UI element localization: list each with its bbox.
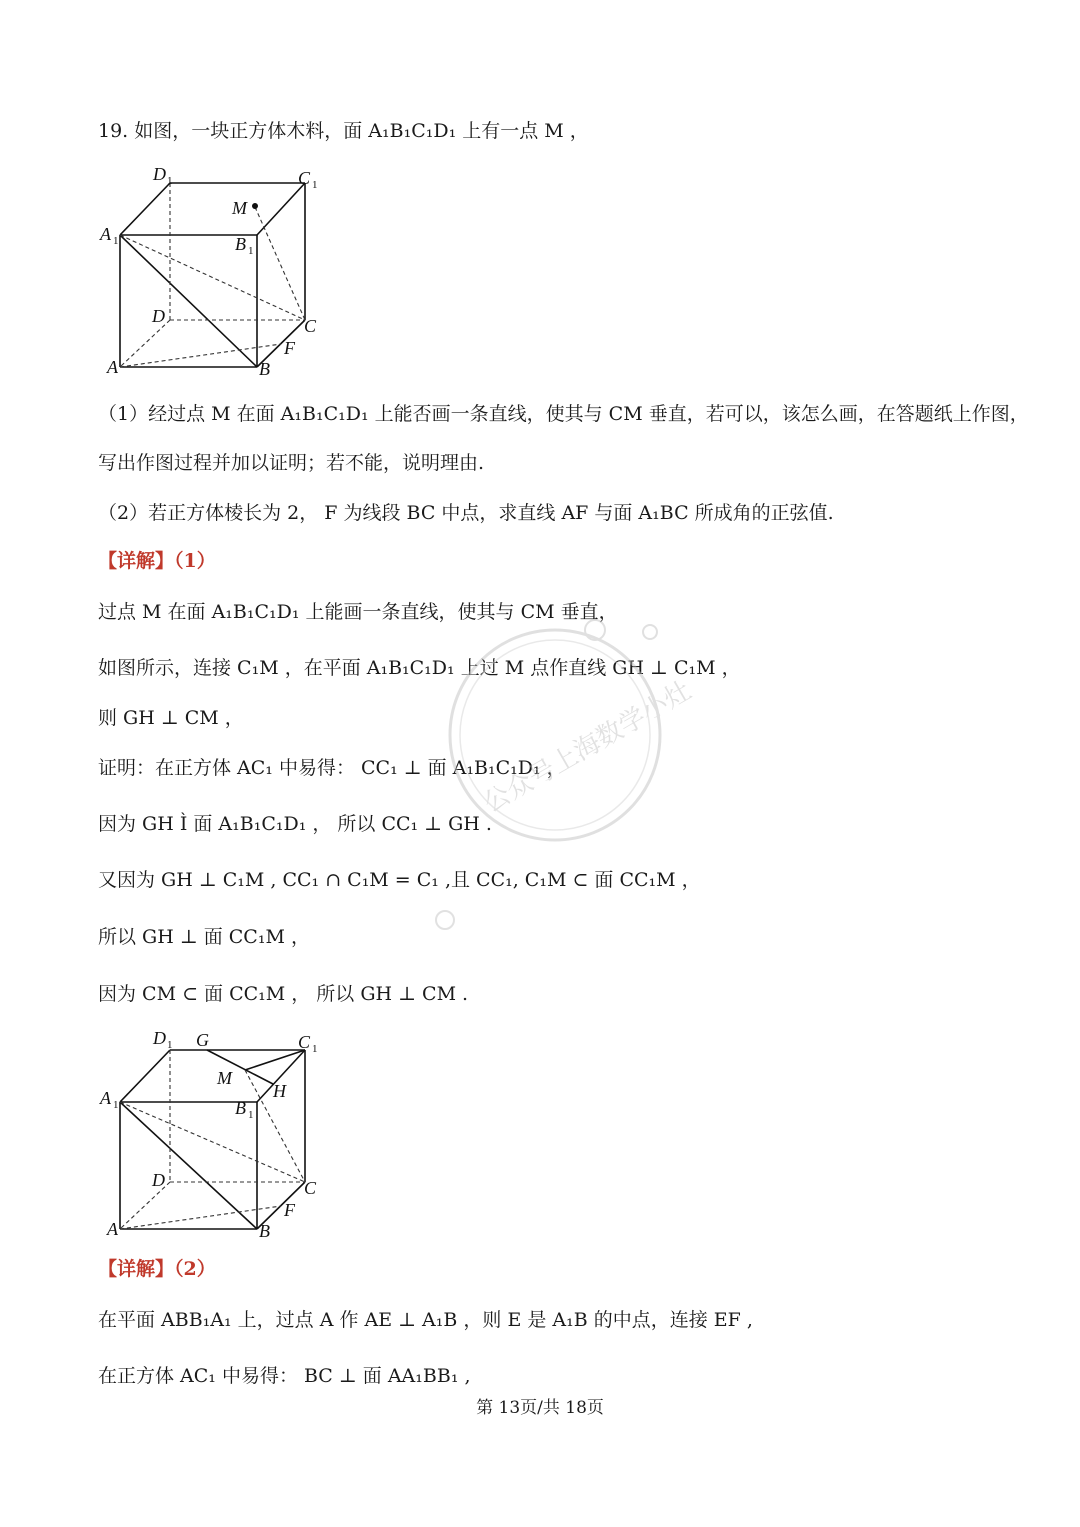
solution-1-line: 则 GH ⊥ CM ，: [98, 707, 244, 729]
solution-2-line: 在正方体 AC₁ 中易得： BC ⊥ 面 AA₁BB₁ ,: [98, 1365, 471, 1387]
svg-text:1: 1: [248, 245, 254, 257]
cube-figure-1: [95, 160, 335, 385]
point-m: [252, 203, 258, 209]
label-a: A: [107, 357, 118, 377]
label-a1: A: [100, 1088, 111, 1108]
solution-1-line: 如图所示，连接 C₁M ，在平面 A₁B₁C₁D₁ 上过 M 点作直线 GH ⊥ C₁M ，: [98, 657, 741, 679]
label-g: G: [196, 1030, 209, 1050]
label-c1: C: [298, 168, 311, 188]
question-1-line-2: 写出作图过程并加以证明；若不能，说明理由.: [98, 452, 485, 474]
solution-1-line: 因为 GH Ì 面 A₁B₁C₁D₁ ， 所以 CC₁ ⊥ GH .: [98, 813, 492, 835]
label-b1: B: [235, 1098, 246, 1118]
label-b1: B: [235, 234, 246, 254]
solution-1-line: 所以 GH ⊥ 面 CC₁M ，: [98, 926, 310, 948]
svg-text:1: 1: [113, 235, 119, 247]
solution-1-line: 因为 CM ⊂ 面 CC₁M ， 所以 GH ⊥ CM .: [98, 983, 469, 1005]
page-footer: 第 13页/共 18页: [476, 1398, 604, 1418]
solution-1-line: 证明：在正方体 AC₁ 中易得： CC₁ ⊥ 面 A₁B₁C₁D₁ ，: [98, 757, 566, 779]
svg-text:1: 1: [312, 179, 318, 191]
watermark-stamp: [440, 620, 697, 850]
solution-2-heading: 【详解】（2）: [98, 1258, 216, 1280]
label-f: F: [284, 1200, 295, 1220]
label-c: C: [304, 316, 317, 336]
solution-1-line: 过点 M 在面 A₁B₁C₁D₁ 上能画一条直线，使其与 CM 垂直，: [98, 601, 618, 623]
label-f: F: [284, 338, 295, 358]
watermark-text: 公众号上海数学小灶: [478, 675, 697, 819]
label-m: M: [217, 1068, 232, 1088]
cube-solid-edges: [120, 183, 305, 367]
label-c1: C: [298, 1032, 311, 1052]
label-d: D: [152, 1170, 165, 1190]
label-h: H: [273, 1081, 286, 1101]
label-m: M: [232, 198, 247, 218]
label-d1: D: [153, 164, 166, 184]
label-d1: D: [153, 1028, 166, 1048]
solution-1-line: 又因为 GH ⊥ C₁M , CC₁ ∩ C₁M = C₁ ,且 CC₁, C₁M ⊂ 面 CC₁M ，: [98, 869, 701, 891]
svg-text:1: 1: [167, 1039, 173, 1051]
svg-text:1: 1: [167, 175, 173, 187]
problem-intro: 19. 如图，一块正方体木料，面 A₁B₁C₁D₁ 上有一点 M ，: [98, 120, 589, 142]
label-a: A: [107, 1219, 118, 1239]
cube-hidden-edges: [120, 183, 305, 367]
svg-text:1: 1: [113, 1099, 119, 1111]
solution-1-heading: 【详解】（1）: [98, 550, 216, 572]
svg-text:1: 1: [312, 1043, 318, 1055]
cube-hidden-edges: [120, 1050, 305, 1229]
cube-figure-2: [95, 1022, 335, 1247]
question-2: （2）若正方体棱长为 2， F 为线段 BC 中点，求直线 AF 与面 A₁BC 所成角的正弦值.: [98, 502, 834, 524]
solution-2-line: 在平面 ABB₁A₁ 上，过点 A 作 AE ⊥ A₁B ，则 E 是 A₁B 的中点，连接 EF ,: [98, 1309, 753, 1331]
cube-solid-edges: [120, 1050, 305, 1229]
svg-text:1: 1: [248, 1109, 254, 1121]
label-c: C: [304, 1178, 317, 1198]
label-b: B: [259, 1221, 270, 1241]
question-1-line-1: （1）经过点 M 在面 A₁B₁C₁D₁ 上能否画一条直线，使其与 CM 垂直，若可以，该怎么画，在答题纸上作图，: [98, 403, 1029, 425]
label-a1: A: [100, 224, 111, 244]
label-b: B: [259, 359, 270, 379]
label-d: D: [152, 306, 165, 326]
